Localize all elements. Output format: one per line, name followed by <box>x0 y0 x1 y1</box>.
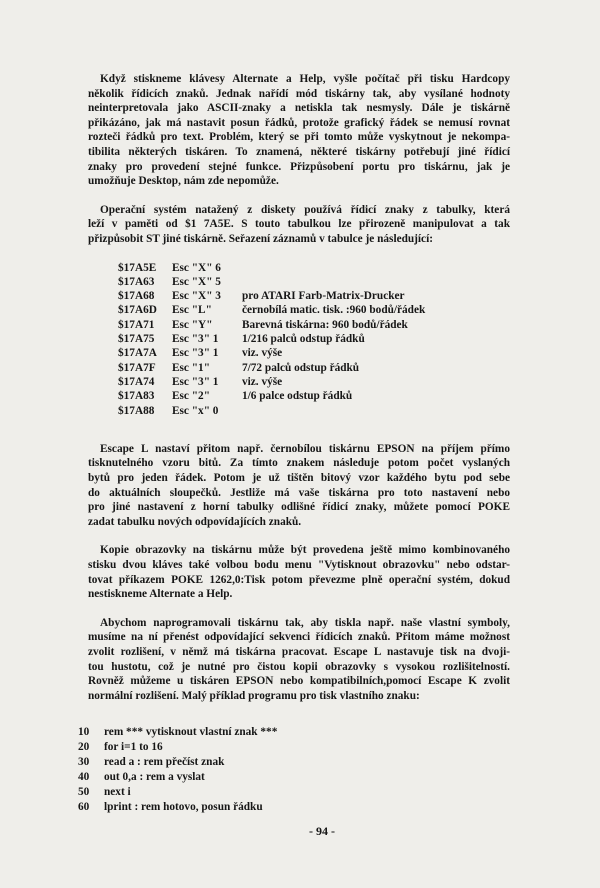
description-cell: 7/72 palců odstup řádků <box>242 361 360 374</box>
text-block-top <box>88 72 510 247</box>
text-line: přikázáno, jak má nastavit posun řádků, protože grafický řádek se nemusí rovnat <box>88 116 510 129</box>
code-line <box>78 800 510 815</box>
escape-code-cell: Esc "x" 0 <box>172 404 219 417</box>
paragraph <box>88 543 510 601</box>
table-row <box>118 389 510 403</box>
text-line: bytů pro jeden řádek. Potom je už tištěn bitový vzor každého bytu pod sebe <box>88 471 510 484</box>
table-row <box>118 275 510 289</box>
escape-code-cell: Esc "X" 6 <box>172 261 221 274</box>
text-line: nestiskneme Alternate a Help. <box>88 588 233 601</box>
table-row <box>118 346 510 360</box>
code-line <box>78 785 510 800</box>
escape-code-cell: Esc "3" 1 <box>172 375 219 388</box>
basic-program-listing <box>78 725 510 815</box>
address-cell: $17A75 <box>118 333 155 346</box>
paragraph <box>88 616 510 704</box>
table-row <box>118 303 510 317</box>
text-line: tou hustotu, což je nutné pro čistou kopii obrazovky s vysokou rozlišitelností. <box>88 660 510 673</box>
code-text: lprint : rem hotovo, posun řádku <box>104 801 263 814</box>
control-code-table <box>118 261 510 418</box>
text-line: musíme na ní přenést odpovídající sekvenci řídicích znaků. Přitom máme možnost <box>88 631 510 644</box>
code-text: for i=1 to 16 <box>104 741 163 754</box>
code-line <box>78 725 510 740</box>
page-number: - 94 - <box>309 824 335 838</box>
text-line: Escape L nastaví přitom např. černobílou tiskárnu EPSON na příjem přímo <box>100 442 510 455</box>
text-line: leží v paměti od $1 7A5E. S touto tabulkou lze přirozeně manipulovat a tak <box>88 218 510 231</box>
line-number: 20 <box>78 741 90 754</box>
table-row <box>118 261 510 275</box>
description-cell: černobílá matic. tisk. :960 bodů/řádek <box>242 304 426 317</box>
text-line: rozteči řádků pro text. Problém, který se při tomto může vyskytnout je nekompa- <box>88 131 510 144</box>
escape-code-cell: Esc "X" 3 <box>172 290 221 303</box>
code-text: read a : rem přečíst znak <box>104 756 225 769</box>
description-cell: 1/6 palce odstup řádků <box>242 390 353 403</box>
address-cell: $17A7F <box>118 361 156 374</box>
line-number: 30 <box>78 756 90 769</box>
address-cell: $17A7A <box>118 347 157 360</box>
code-line <box>78 770 510 785</box>
text-line: přizpůsobit ST jiné tiskárně. Seřazení záznamů v tabulce je následující: <box>88 232 433 245</box>
text-line: pro jiné nastavení z horní tabulky odlišné řídicí znaky, můžete pomocí POKE <box>88 501 510 514</box>
text-line: neinterpretovala jako ASCII-znaky a netiskla tak nesmysly. Dále je tiskárně <box>88 102 510 115</box>
text-line: stisku dvou kláves také volbou bodu menu "Vytisknout obrazovku" nebo odstar- <box>88 558 510 571</box>
page-body <box>78 72 510 815</box>
address-cell: $17A71 <box>118 318 155 331</box>
description-cell <box>242 261 510 275</box>
escape-code-cell: Esc "3" 1 <box>172 333 219 346</box>
text-line: Rovněž můžeme u tiskáren EPSON nebo kompatibilních,pomocí Escape K zvolit <box>88 675 510 688</box>
text-line: znaky pro provedení stejné funkce. Přizpůsobení portu pro tiskárnu, jak je <box>88 160 510 173</box>
address-cell: $17A5E <box>118 261 157 274</box>
escape-code-cell: Esc "Y" <box>172 318 213 331</box>
table-row <box>118 404 510 418</box>
description-cell <box>242 404 510 418</box>
line-number: 60 <box>78 801 90 814</box>
text-line: normální rozlišení. Malý příklad programu pro tisk vlastního znaku: <box>88 689 420 702</box>
text-line: Abychom naprogramovali tiskárnu tak, aby tiskla např. naše vlastní symboly, <box>100 616 510 629</box>
table-row <box>118 332 510 346</box>
address-cell: $17A83 <box>118 390 155 403</box>
line-number: 10 <box>78 726 90 739</box>
address-cell: $17A68 <box>118 290 155 303</box>
paragraph <box>88 203 510 247</box>
description-cell: viz. výše <box>242 375 283 388</box>
code-text: rem *** vytisknout vlastní znak *** <box>104 726 278 739</box>
description-cell: Barevná tiskárna: 960 bodů/řádek <box>242 318 408 331</box>
code-line <box>78 755 510 770</box>
description-cell: pro ATARI Farb-Matrix-Drucker <box>242 290 405 303</box>
description-cell: 1/216 palců odstup řádků <box>242 333 365 346</box>
text-block-bottom <box>88 442 510 704</box>
paragraph <box>88 442 510 530</box>
paragraph <box>88 72 510 189</box>
description-cell: viz. výše <box>242 347 283 360</box>
table-row <box>118 375 510 389</box>
escape-code-cell: Esc "3" 1 <box>172 347 219 360</box>
text-line: tibilita některých tiskáren. To znamená, některé tiskárny potřebují jiné řídicí <box>88 145 510 158</box>
table-row <box>118 361 510 375</box>
line-number: 50 <box>78 786 90 799</box>
text-line: tisknutelného vzoru bitů. Za tímto znakem následuje potom počet vyslaných <box>88 457 510 470</box>
escape-code-cell: Esc "L" <box>172 304 212 317</box>
description-cell <box>242 275 510 289</box>
text-line: umožňuje Desktop, nám zde nepomůže. <box>88 175 279 188</box>
text-line: tovat příkazem POKE 1262,0:Tisk potom převezme plně operační systém, dokud <box>88 573 510 586</box>
text-line: do aktuálních sloupečků. Jestliže má vaše tiskárna pro toto nastavení nebo <box>88 486 510 499</box>
text-line: zadat tabulku nových odpovídajících znaků. <box>88 515 302 528</box>
address-cell: $17A63 <box>118 275 155 288</box>
code-text: next i <box>104 786 131 799</box>
table-row <box>118 318 510 332</box>
escape-code-cell: Esc "2" <box>172 390 210 403</box>
code-line <box>78 740 510 755</box>
text-line: zvolit rozlišení, v němž má tiskárna pracovat. Escape L nastavuje tisk na dvoji- <box>88 645 510 658</box>
escape-code-cell: Esc "1" <box>172 361 210 374</box>
address-cell: $17A88 <box>118 404 155 417</box>
escape-code-cell: Esc "X" 5 <box>172 275 221 288</box>
line-number: 40 <box>78 771 90 784</box>
address-cell: $17A6D <box>118 304 157 317</box>
text-line: Operační systém natažený z diskety používá řídicí znaky z tabulky, která <box>100 203 510 216</box>
text-line: Kopie obrazovky na tiskárnu může být provedena ještě mimo kombinovaného <box>100 544 510 557</box>
table-row <box>118 289 510 303</box>
code-text: out 0,a : rem a vyslat <box>104 771 205 784</box>
text-line: několik řídicích znaků. Jednak nařídí mód tiskárny tak, aby vysílané hodnoty <box>88 87 510 100</box>
address-cell: $17A74 <box>118 375 155 388</box>
text-line: Když stiskneme klávesy Alternate a Help, vyšle počítač při tisku Hardcopy <box>100 73 510 85</box>
